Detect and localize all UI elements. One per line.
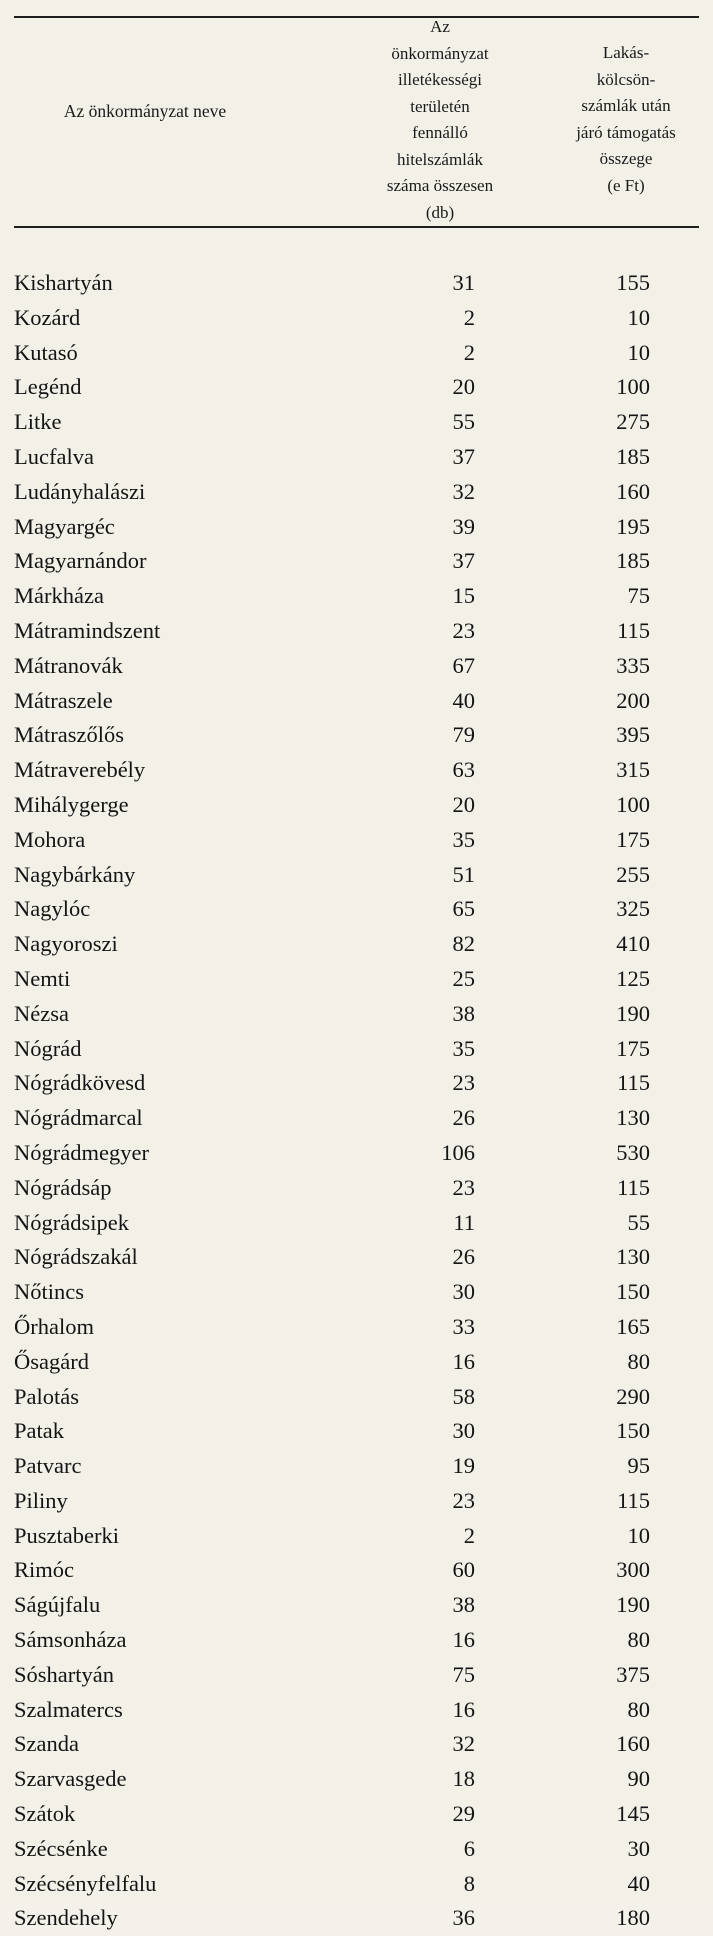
column-header-support: Lakás- kölcsön- számlák után járó támogatás összege (e Ft) (576, 43, 676, 195)
table-row (0, 1519, 713, 1554)
support-amount: 145 (616, 1801, 650, 1827)
table-body (0, 266, 713, 1936)
municipality-name: Ságújfalu (14, 1592, 101, 1618)
support-amount: 410 (616, 931, 650, 957)
support-amount: 155 (616, 270, 650, 295)
support-amount: 40 (627, 1870, 650, 1896)
table-row (0, 614, 713, 649)
account-count: 30 (452, 1279, 475, 1305)
support-amount: 175 (616, 826, 650, 852)
municipality-name: Patak (14, 1418, 64, 1444)
account-count: 23 (452, 1174, 475, 1200)
municipality-name: Szendehely (14, 1905, 118, 1931)
municipality-name: Szátok (14, 1801, 76, 1827)
support-amount: 150 (616, 1279, 650, 1305)
support-amount: 190 (616, 1000, 650, 1026)
support-amount: 100 (616, 791, 650, 817)
support-amount: 185 (616, 443, 650, 469)
account-count: 31 (452, 270, 475, 295)
account-count: 6 (463, 1835, 475, 1861)
header-rule (14, 226, 699, 228)
support-amount: 115 (617, 1487, 650, 1513)
table-row (0, 684, 713, 719)
table-row (0, 927, 713, 962)
account-count: 32 (452, 1731, 475, 1757)
table-row (0, 1032, 713, 1067)
municipality-name: Szarvasgede (14, 1766, 127, 1792)
account-count: 37 (452, 443, 475, 469)
table-row (0, 544, 713, 579)
column-header-accounts: Az önkormányzat illetékességi területén fennálló hitelszámlák száma összesen (db) (386, 17, 494, 222)
support-amount: 530 (616, 1139, 650, 1165)
account-count: 30 (452, 1418, 475, 1444)
table-row (0, 1797, 713, 1832)
municipality-name: Nagyoroszi (14, 931, 118, 957)
support-amount: 55 (627, 1209, 650, 1235)
account-count: 51 (452, 861, 475, 887)
account-count: 65 (452, 896, 475, 922)
support-amount: 125 (616, 965, 650, 991)
municipality-name: Mátraszele (14, 687, 113, 713)
account-count: 79 (452, 722, 475, 748)
account-count: 20 (452, 791, 475, 817)
table-row (0, 1832, 713, 1867)
support-amount: 115 (617, 1070, 650, 1096)
table-row (0, 1310, 713, 1345)
support-amount: 275 (616, 409, 650, 435)
support-amount: 180 (616, 1905, 650, 1931)
municipality-name: Nógrádszakál (14, 1244, 138, 1270)
municipality-name: Rimóc (14, 1557, 74, 1583)
table-row (0, 753, 713, 788)
table-row (0, 1484, 713, 1519)
table-row (0, 1727, 713, 1762)
municipality-name: Pusztaberki (14, 1522, 119, 1548)
table-row (0, 1693, 713, 1728)
table-row (0, 1623, 713, 1658)
table-row (0, 718, 713, 753)
table-row (0, 649, 713, 684)
support-amount: 100 (616, 374, 650, 400)
table-row (0, 962, 713, 997)
support-amount: 10 (627, 339, 650, 365)
municipality-name: Szécsényfelfalu (14, 1870, 157, 1896)
support-amount: 335 (616, 652, 650, 678)
municipality-name: Mátranovák (14, 652, 123, 678)
table-row (0, 858, 713, 893)
municipality-name: Nemti (14, 965, 71, 991)
table-row (0, 370, 713, 405)
municipality-name: Kishartyán (14, 270, 113, 295)
support-amount: 290 (616, 1383, 650, 1409)
support-amount: 175 (616, 1035, 650, 1061)
account-count: 2 (463, 304, 475, 330)
municipality-name: Nőtincs (14, 1279, 84, 1305)
municipality-name: Mihálygerge (14, 791, 129, 817)
municipality-name: Mátramindszent (14, 617, 161, 643)
table-row (0, 1414, 713, 1449)
support-amount: 375 (616, 1661, 650, 1687)
account-count: 8 (463, 1870, 475, 1896)
municipality-name: Kutasó (14, 339, 78, 365)
table-row (0, 997, 713, 1032)
support-amount: 30 (627, 1835, 650, 1861)
account-count: 2 (463, 339, 475, 365)
account-count: 25 (452, 965, 475, 991)
account-count: 82 (452, 931, 475, 957)
municipality-name: Sóshartyán (14, 1661, 114, 1687)
account-count: 33 (452, 1313, 475, 1339)
account-count: 39 (452, 513, 475, 539)
account-count: 32 (452, 478, 475, 504)
table-row (0, 1553, 713, 1588)
municipality-name: Szanda (14, 1731, 79, 1757)
municipality-name: Palotás (14, 1383, 79, 1409)
table-row (0, 475, 713, 510)
table-row (0, 440, 713, 475)
support-amount: 160 (616, 478, 650, 504)
support-amount: 160 (616, 1731, 650, 1757)
account-count: 23 (452, 617, 475, 643)
municipality-name: Mátraszőlős (14, 722, 124, 748)
municipality-name: Mohora (14, 826, 86, 852)
municipality-name: Patvarc (14, 1453, 82, 1479)
table-row (0, 1901, 713, 1936)
support-amount: 80 (627, 1696, 650, 1722)
table-row (0, 1066, 713, 1101)
municipality-name: Nézsa (14, 1000, 69, 1026)
support-amount: 80 (627, 1348, 650, 1374)
table-row (0, 1240, 713, 1275)
table-row (0, 1867, 713, 1902)
municipality-name: Mátraverebély (14, 757, 146, 783)
account-count: 18 (452, 1766, 475, 1792)
municipality-name: Szalmatercs (14, 1696, 123, 1722)
municipality-name: Nógrádsipek (14, 1209, 129, 1235)
table-row (0, 1136, 713, 1171)
table-row (0, 1658, 713, 1693)
account-count: 23 (452, 1070, 475, 1096)
municipality-name: Litke (14, 409, 62, 435)
table-row (0, 1101, 713, 1136)
support-amount: 130 (616, 1244, 650, 1270)
table-row (0, 1449, 713, 1484)
municipality-name: Ludányhalászi (14, 478, 146, 504)
table-row (0, 1171, 713, 1206)
municipality-name: Magyargéc (14, 513, 115, 539)
account-count: 16 (452, 1627, 475, 1653)
support-amount: 130 (616, 1105, 650, 1131)
table-row (0, 788, 713, 823)
municipality-name: Ősagárd (14, 1348, 89, 1374)
table-row (0, 1588, 713, 1623)
municipality-name: Nagylóc (14, 896, 91, 922)
support-amount: 200 (616, 687, 650, 713)
column-header-name: Az önkormányzat neve (63, 101, 227, 121)
account-count: 20 (452, 374, 475, 400)
account-count: 60 (452, 1557, 475, 1583)
support-amount: 150 (616, 1418, 650, 1444)
account-count: 29 (452, 1801, 475, 1827)
municipality-name: Sámsonháza (14, 1627, 127, 1653)
support-amount: 185 (616, 548, 650, 574)
municipality-name: Piliny (14, 1487, 68, 1513)
support-amount: 115 (617, 1174, 650, 1200)
support-amount: 75 (627, 583, 650, 609)
municipality-name: Magyarnándor (14, 548, 147, 574)
account-count: 35 (452, 1035, 475, 1061)
account-count: 38 (452, 1000, 475, 1026)
table-row (0, 1275, 713, 1310)
table-row (0, 266, 713, 301)
municipality-name: Nógrádkövesd (14, 1070, 146, 1096)
support-amount: 190 (616, 1592, 650, 1618)
municipality-name: Márkháza (14, 583, 104, 609)
municipality-name: Lucfalva (14, 443, 94, 469)
account-count: 16 (452, 1696, 475, 1722)
support-amount: 395 (616, 722, 650, 748)
account-count: 55 (452, 409, 475, 435)
table-row (0, 510, 713, 545)
table-row (0, 1345, 713, 1380)
municipality-name: Nógrádmegyer (14, 1139, 149, 1165)
municipality-name: Őrhalom (14, 1313, 94, 1339)
account-count: 38 (452, 1592, 475, 1618)
table-row (0, 1206, 713, 1241)
support-amount: 90 (627, 1766, 650, 1792)
account-count: 35 (452, 826, 475, 852)
table-row (0, 823, 713, 858)
support-amount: 115 (617, 617, 650, 643)
account-count: 26 (452, 1244, 475, 1270)
municipality-name: Kozárd (14, 304, 81, 330)
account-count: 11 (453, 1209, 475, 1235)
table-row (0, 405, 713, 440)
account-count: 23 (452, 1487, 475, 1513)
account-count: 58 (452, 1383, 475, 1409)
municipality-name: Nógrádsáp (14, 1174, 112, 1200)
municipality-name: Nagybárkány (14, 861, 136, 887)
account-count: 37 (452, 548, 475, 574)
support-amount: 195 (616, 513, 650, 539)
account-count: 106 (441, 1139, 475, 1165)
support-amount: 315 (616, 757, 650, 783)
support-amount: 80 (627, 1627, 650, 1653)
support-amount: 165 (616, 1313, 650, 1339)
account-count: 16 (452, 1348, 475, 1374)
account-count: 75 (452, 1661, 475, 1687)
account-count: 2 (463, 1522, 475, 1548)
table-row (0, 301, 713, 336)
support-amount: 300 (616, 1557, 650, 1583)
table-row (0, 1380, 713, 1415)
account-count: 36 (452, 1905, 475, 1931)
account-count: 67 (452, 652, 475, 678)
support-amount: 95 (627, 1453, 650, 1479)
support-amount: 325 (616, 896, 650, 922)
support-amount: 255 (616, 861, 650, 887)
account-count: 63 (452, 757, 475, 783)
account-count: 15 (452, 583, 475, 609)
table-row (0, 1762, 713, 1797)
municipality-name: Nógrádmarcal (14, 1105, 143, 1131)
table-row (0, 336, 713, 371)
account-count: 40 (452, 687, 475, 713)
support-amount: 10 (627, 304, 650, 330)
municipality-name: Nógrád (14, 1035, 82, 1061)
municipality-name: Szécsénke (14, 1835, 108, 1861)
account-count: 26 (452, 1105, 475, 1131)
account-count: 19 (452, 1453, 475, 1479)
table-row (0, 892, 713, 927)
municipality-name: Legénd (14, 374, 82, 400)
table-row (0, 579, 713, 614)
support-amount: 10 (627, 1522, 650, 1548)
